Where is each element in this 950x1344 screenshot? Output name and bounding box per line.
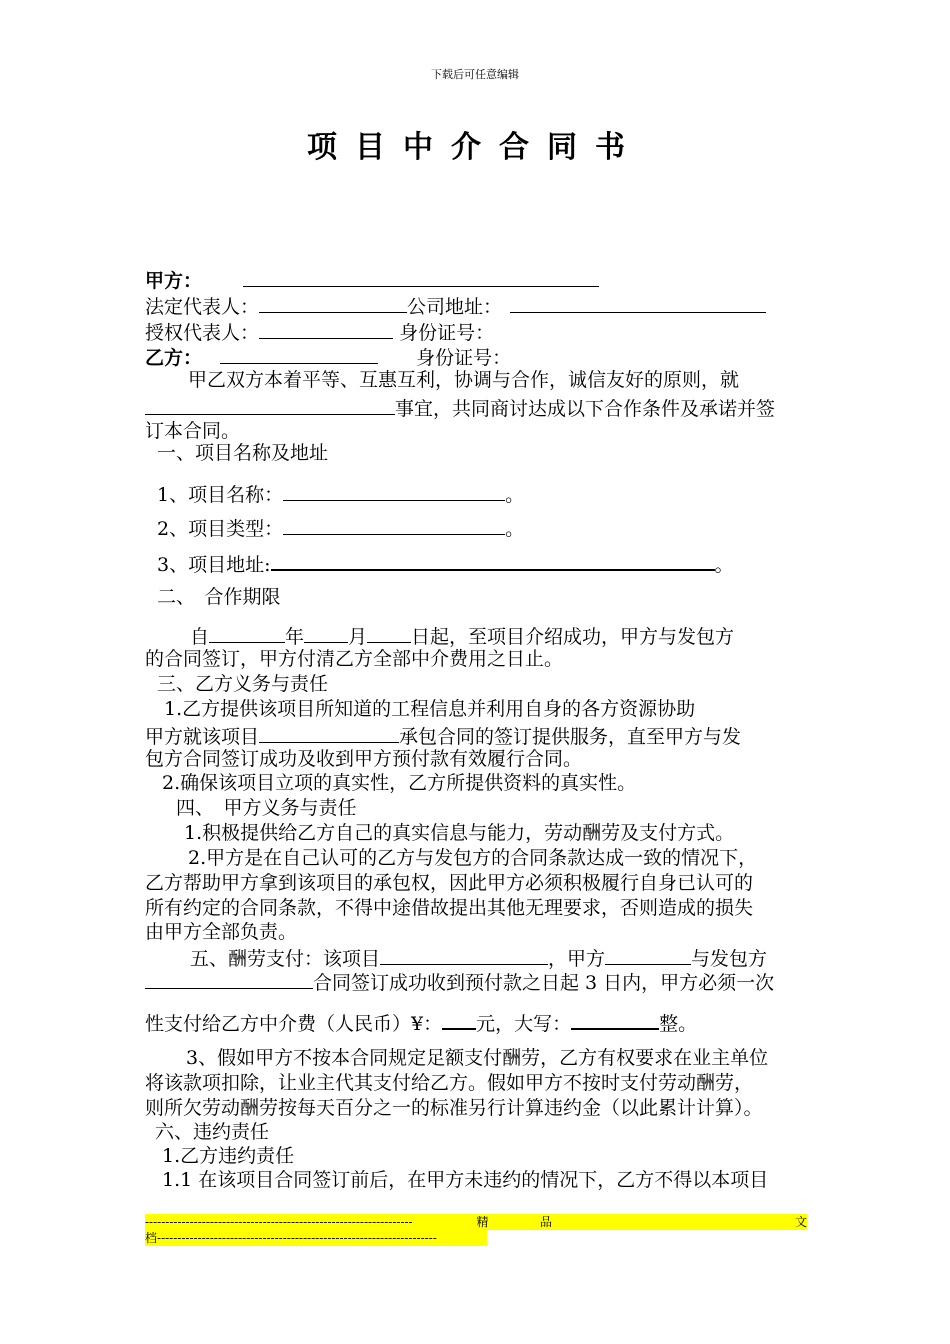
period-line-2: 的合同签订，甲方付清乙方全部中介费用之日止。: [145, 648, 564, 670]
month-blank[interactable]: [304, 622, 348, 643]
sec5-line-1: 五、酬劳支付：该项目 ，甲方 与发包方: [190, 944, 767, 971]
sec3-p1-line-2: 甲方就该项目 承包合同的签订提供服务，直至甲方与发: [145, 722, 741, 749]
sec4-heading: 四、 甲方义务与责任: [176, 797, 357, 819]
sec3-heading: 三、乙方义务与责任: [157, 673, 329, 695]
party-b-line: [145, 343, 511, 370]
party-a-label: 甲方：: [145, 270, 203, 292]
footer-row-2: 档---------------------------------------------------------------------: [145, 1230, 487, 1246]
id-no-label-2: 身份证号：: [416, 347, 512, 369]
party-a-blank[interactable]: [243, 266, 599, 287]
party-b-blank[interactable]: [220, 343, 378, 364]
intro-line-1: 甲乙双方本着平等、互惠互利，协调与合作，诚信友好的原则，就: [188, 369, 740, 391]
project-contract-blank[interactable]: [259, 722, 399, 743]
sec5-p3-line-1: 3、假如甲方不按本合同规定足额支付酬劳，乙方有权要求在业主单位: [186, 1047, 769, 1069]
party-a-line: [145, 266, 599, 293]
document-title: 项目中介合同书: [307, 130, 643, 165]
project-name-blank[interactable]: [283, 480, 505, 501]
period-line-1: 自 年 月 日起，至项目介绍成功，甲方与发包方: [190, 622, 734, 649]
id-no-label-1: 身份证号：: [399, 322, 495, 344]
sec3-p1-line-3: 包方合同签订成功及收到甲方预付款有效履行合同。: [145, 748, 583, 770]
sec2-heading: 二、 合作期限: [157, 586, 281, 608]
sec5-line-2: 合同签订成功收到预付款之日起 3 日内，甲方必须一次: [145, 968, 774, 995]
company-addr-label: 公司地址：: [407, 296, 503, 318]
fee-capital-blank[interactable]: [571, 1008, 659, 1030]
sec4-p2-line-4: 由甲方全部负责。: [145, 921, 298, 943]
sec5-p3-line-3: 则所欠劳动酬劳按每天百分之一的标准另行计算违约金（以此累计计算）。: [145, 1097, 763, 1119]
party-b-label: 乙方：: [145, 347, 203, 369]
pay-contractor-blank[interactable]: [145, 968, 313, 989]
project-addr-line: 3、项目地址: 。: [157, 549, 734, 577]
legal-rep-label: 法定代表人：: [145, 296, 260, 318]
sec1-heading: 一、项目名称及地址: [157, 442, 329, 464]
sec6-heading: 六、违约责任: [155, 1121, 270, 1143]
sec3-p1-line-1: 1.乙方提供该项目所知道的工程信息并利用自身的各方资源协助: [164, 698, 696, 720]
project-type-blank[interactable]: [283, 514, 505, 535]
intro-line-3: 订本合同。: [145, 420, 241, 442]
legal-rep-blank[interactable]: [259, 292, 407, 313]
sec4-p2-line-2: 乙方帮助甲方拿到该项目的承包权，因此甲方必须积极履行自身已认可的: [145, 872, 754, 894]
sec6-sub1: 1.乙方违约责任: [162, 1145, 295, 1167]
year-blank[interactable]: [209, 622, 285, 643]
sec6-sub1-1: 1.1 在该项目合同签订前后，在甲方未违约的情况下，乙方不得以本项目: [162, 1169, 769, 1191]
project-name-line: 1、项目名称： 。: [157, 480, 524, 507]
sec5-p3-line-2: 将该款项扣除，让业主代其支付给乙方。假如甲方不按时支付劳动酬劳，: [145, 1072, 754, 1094]
day-blank[interactable]: [367, 622, 411, 643]
sec5-line-3: 性支付给乙方中介费（人民币）¥： 元，大写： 整。: [145, 1008, 697, 1036]
project-addr-blank[interactable]: [271, 549, 715, 571]
auth-rep-line: [145, 318, 494, 345]
company-addr-blank[interactable]: [510, 292, 766, 313]
page-header-note: 下载后可任意编辑: [431, 68, 519, 81]
auth-rep-blank[interactable]: [259, 318, 393, 339]
auth-rep-label: 授权代表人：: [145, 322, 260, 344]
sec3-p2: 2.确保该项目立项的真实性，乙方所提供资料的真实性。: [162, 772, 637, 794]
fee-amount-blank[interactable]: [442, 1008, 476, 1030]
sec4-p2-line-3: 所有约定的合同条款，不得中途借故提出其他无理要求，否则造成的损失: [145, 897, 754, 919]
project-type-line: 2、项目类型： 。: [157, 514, 524, 541]
footer-watermark: [145, 1214, 807, 1246]
intro-matter-blank[interactable]: [145, 394, 395, 415]
footer-row-1: ------------------------------------------------------------------ 精 品 文: [145, 1215, 807, 1229]
pay-party-a-blank[interactable]: [605, 944, 691, 965]
legal-rep-line: [145, 292, 766, 319]
pay-project-blank[interactable]: [380, 944, 548, 965]
sec4-p1: 1.积极提供给乙方自己的真实信息与能力，劳动酬劳及支付方式。: [184, 822, 735, 844]
sec4-p2-line-1: 2.甲方是在自己认可的乙方与发包方的合同条款达成一致的情况下，: [188, 847, 758, 869]
intro-line-2: 事宜，共同商讨达成以下合作条件及承诺并签: [145, 394, 775, 421]
